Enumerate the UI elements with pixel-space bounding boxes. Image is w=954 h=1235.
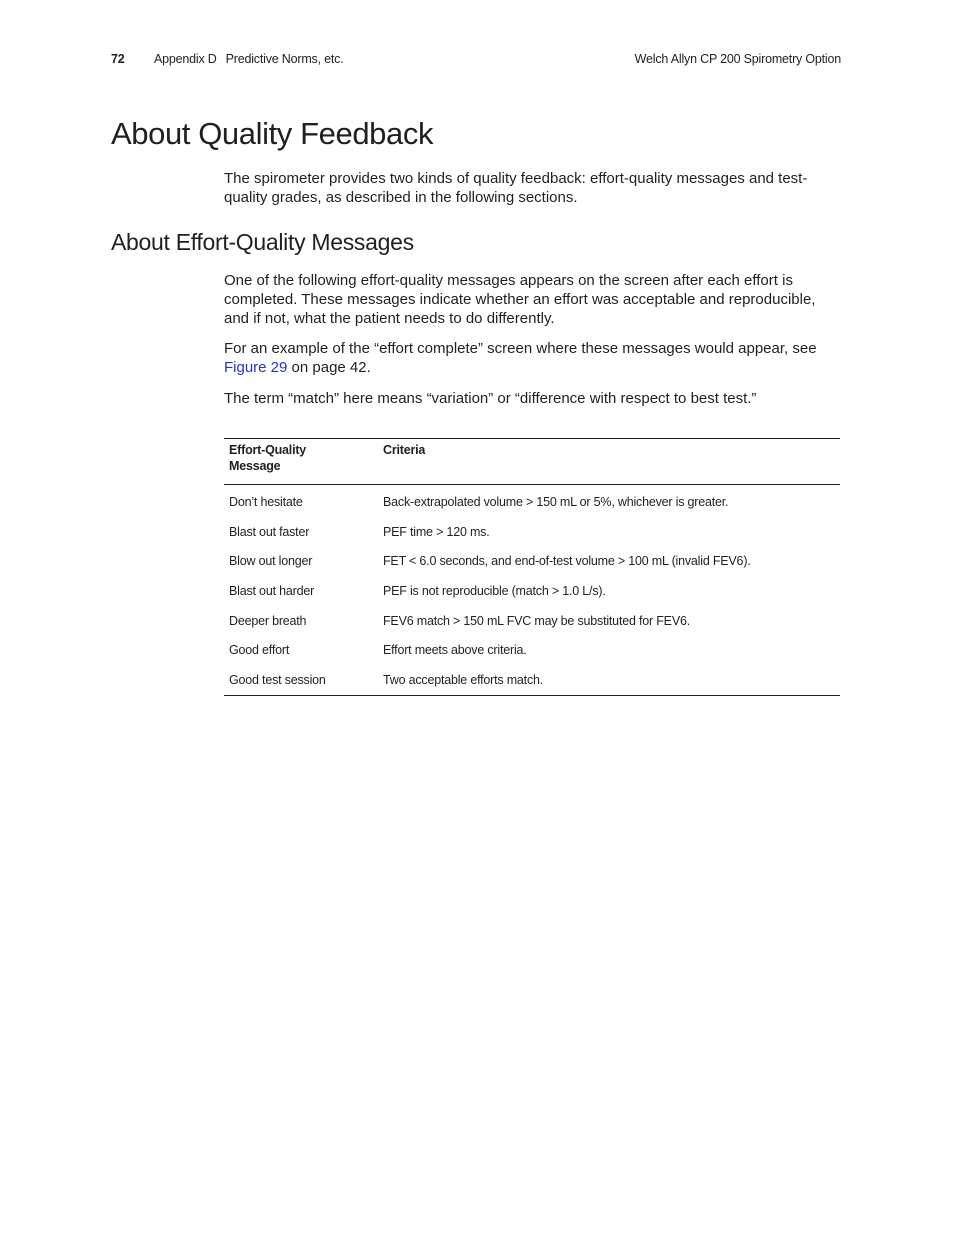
table-row [224, 485, 840, 517]
page-number: 72 [111, 52, 125, 66]
page-reference-text: on page 42. [287, 359, 371, 376]
figure-29-link[interactable]: Figure 29 [224, 359, 288, 376]
message-cell: Blast out harder [229, 583, 315, 598]
message-cell: Don’t hesitate [229, 494, 303, 509]
running-header-product: Welch Allyn CP 200 Spirometry Option [634, 52, 841, 66]
message-cell: Good test session [229, 672, 326, 687]
running-header-section [154, 52, 343, 66]
criteria-cell: PEF is not reproducible (match > 1.0 L/s). [383, 583, 606, 598]
column-header-message-text: Effort-Quality Message [229, 443, 307, 473]
message-cell: Blast out faster [229, 524, 310, 539]
figure-reference-paragraph [224, 339, 844, 377]
figure-reference-text: For an example of the “effort complete” screen where these messages would appear, see [224, 340, 817, 357]
criteria-cell: FEV6 match > 150 mL FVC may be substituted for FEV6. [383, 613, 690, 628]
section-heading: About Effort-Quality Messages [111, 229, 414, 255]
message-cell: Blow out longer [229, 554, 313, 569]
match-definition-paragraph: The term “match” here means “variation” or “difference with respect to best test.” [224, 390, 757, 407]
message-cell: Deeper breath [229, 613, 307, 628]
table-row [224, 606, 840, 636]
table-row [224, 546, 840, 576]
table-row [224, 665, 840, 695]
page-title: About Quality Feedback [111, 116, 434, 151]
column-header-message [224, 439, 378, 485]
message-cell: Good effort [229, 643, 290, 658]
criteria-cell: Back-extrapolated volume > 150 mL or 5%, whichever is greater. [383, 494, 729, 509]
table-header-row [224, 439, 840, 485]
table-row [224, 576, 840, 606]
table-row [224, 517, 840, 547]
criteria-cell: PEF time > 120 ms. [383, 524, 490, 539]
chapter-label: Appendix D [154, 52, 217, 66]
column-header-criteria: Criteria [378, 439, 840, 485]
criteria-cell: Two acceptable efforts match. [383, 672, 544, 687]
messages-paragraph: One of the following effort-quality messages appears on the screen after each effort is completed. These messages indicate whether an effort was acceptable and reproducible, and if not, what the patient needs to do differently. [224, 272, 816, 327]
effort-quality-table [224, 438, 840, 696]
criteria-cell: Effort meets above criteria. [383, 643, 527, 658]
table-row [224, 635, 840, 665]
criteria-cell: FET < 6.0 seconds, and end-of-test volume > 100 mL (invalid FEV6). [383, 554, 751, 569]
intro-paragraph: The spirometer provides two kinds of quality feedback: effort-quality messages and test-quality grades, as described in the following sections. [224, 170, 808, 206]
section-label: Predictive Norms, etc. [225, 52, 344, 66]
